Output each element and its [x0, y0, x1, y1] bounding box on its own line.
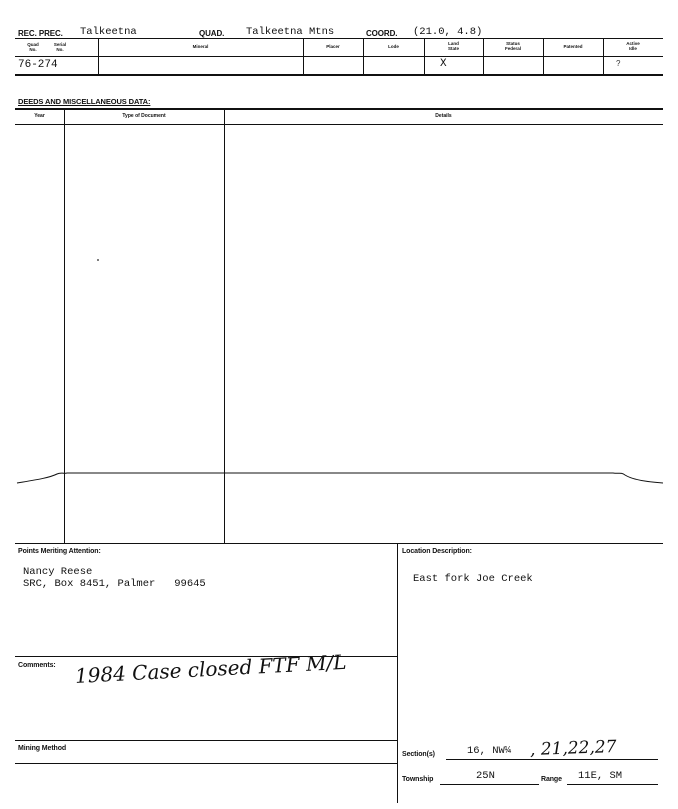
mining-method-top-rule [15, 740, 397, 741]
col-land-state: Land State [447, 41, 459, 51]
range-underline [567, 784, 658, 785]
section-label: Section(s) [402, 751, 435, 758]
col-lode: Lode [388, 44, 399, 49]
claim-col-divider [543, 38, 544, 75]
range-value: 11E, SM [578, 770, 623, 782]
col-active-idle: Active Idle [626, 41, 640, 51]
section-handwritten: , 21,22,27 [529, 736, 617, 760]
deeds-col-details: Details [435, 113, 452, 119]
speck [97, 259, 99, 261]
lower-pane-divider [397, 543, 398, 803]
deeds-col-year: Year [34, 113, 45, 119]
township-underline [440, 784, 539, 785]
location-value: East fork Joe Creek [413, 573, 533, 585]
coord-label: COORD. [366, 29, 398, 38]
deeds-top-rule [15, 108, 663, 110]
lower-section-rule [15, 543, 663, 544]
col-serial-no: Serial No. [53, 42, 67, 52]
claim-col-divider [98, 38, 99, 75]
land-state-mark: X [440, 58, 447, 70]
claim-table-header-rule [15, 56, 663, 57]
comments-label: Comments: [18, 662, 56, 669]
rec-prec-value: Talkeetna [80, 26, 137, 38]
col-patented: Patented [563, 44, 583, 49]
deeds-col-type: Type of Document [122, 113, 166, 119]
col-mineral: Mineral [192, 44, 209, 49]
header-rule [15, 38, 663, 39]
rec-prec-label: REC. PREC. [18, 29, 63, 38]
col-placer: Placer [326, 44, 340, 49]
col-quad-no: Quad No. [27, 42, 39, 52]
col-status-federal: Status Federal [504, 41, 521, 51]
range-label: Range [541, 776, 562, 783]
points-label: Points Meriting Attention: [18, 548, 101, 555]
claim-col-divider [363, 38, 364, 75]
section-value: 16, NW¼ [467, 745, 512, 757]
deeds-section-title: DEEDS AND MISCELLANEOUS DATA: [18, 97, 151, 106]
claim-col-divider [303, 38, 304, 75]
quad-no-value: 76-274 [18, 59, 58, 71]
deeds-header-rule [15, 124, 663, 125]
fold-line [15, 466, 665, 490]
mining-method-bottom-rule [15, 763, 397, 764]
township-label: Township [402, 776, 434, 783]
quad-label: QUAD. [199, 29, 225, 38]
active-idle-mark: ? [616, 59, 621, 68]
points-line-2: SRC, Box 8451, Palmer 99645 [23, 578, 206, 590]
location-label: Location Description: [402, 548, 472, 555]
coord-value: (21.0, 4.8) [413, 26, 483, 38]
quad-value: Talkeetna Mtns [246, 26, 335, 38]
comments-handwritten: 1984 Case closed FTF M/L [74, 649, 348, 688]
mining-method-label: Mining Method [18, 745, 67, 752]
points-line-1: Nancy Reese [23, 566, 93, 578]
township-value: 25N [476, 770, 495, 782]
claim-table-bottom-rule [15, 74, 663, 76]
